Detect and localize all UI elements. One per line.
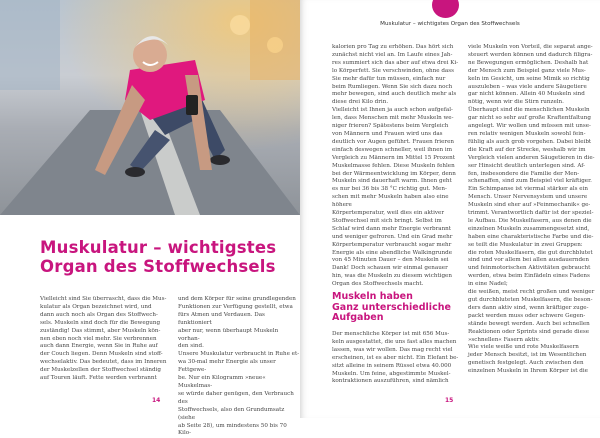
running-header: Muskulatur – wichtigstes Organ des Stoffwechsels (380, 21, 520, 27)
runner-illustration (0, 0, 300, 215)
magenta-dot-decoration (432, 0, 459, 18)
section-subheading: Muskeln haben Ganz unterschiedliche Aufgaben (332, 291, 451, 323)
chapter-heading: Muskulatur – wichtigstes Organ des Stoffwechsels (40, 238, 277, 276)
body-column-2: viele Muskeln von Vorteil, die separat ange- steuert werden können und dadurch filigra- ne Bewegungen ermöglichen. Deshalb hat der Mensch zum Beispiel ganz viele Mus- keln im Gesicht, um seine Mimik so richtig auszuleben – was viele andere Säugetiere gar nicht können. Allein 40 Muskeln sind nötig, wenn wir die Stirn runzeln. Überhaupt sind die menschlichen Muskeln gar nicht so sehr auf große Kraftentfaltung angelegt. Wir wollen und müssen mit unse- ren relativ wenigen Muskeln sowohl fein- fühlig als auch grob vorgehen. Dabei bleibt die Kraft auf der Strecke, weshalb wir im Vergleich vielen anderen Säugetieren in die- ser Hinsicht deutlich unterlegen sind. Af- fen, insbesondere die Familie der Men- schenaffen, sind zum Beispiel viel kräftiger. Ein Schimpanse ist viermal stärker als ein Mensch. Unser Nervensystem und unsere Muskeln sind eher auf »Feinmechanik« ge- trimmt. Verantwortlich dafür ist der speziel- le Aufbau. Die Muskelfasern, aus denen die einzelnen Muskeln zusammengesetzt sind, haben eine charakteristische Farbe und die- se teilt die Muskulatur in zwei Gruppen: die roten Muskelfasern, die gut durchblutet sind und vor allem bei allen ausdauernden und feinmotorischen Aktivitäten gebraucht werden, etwa beim Einfädeln eines Fadens in eine Nadel; die weißen, meist recht großen und weniger gut durchbluteten Muskelfasern, die beson- ders dann aktiv sind, wenn kräftiger zuge- packt werden muss oder schwere Gegen- stände bewegt werden. Auch bei schnellen Reaktionen oder Sprints sind gerade diese »schnellen« Fasern aktiv. Wie viele weiße und rote Muskelfasern jeder Mensch besitzt, ist im Wesentlichen genetisch festgelegt. Auch zwischen den einzelnen Muskeln in Ihrem Körper ist die (468, 44, 595, 375)
runner-photo (0, 0, 300, 215)
right-page (300, 0, 600, 418)
left-page (0, 0, 300, 437)
body-column-1-top: kalorien pro Tag zu erhöhen. Das hört sich zunächst nicht viel an. Im Laufe eines Jah- res summiert sich das aber auf etwa drei Ki- lo Körperfett. Sie verschwinden, ohne dass Sie mehr dafür tun müssen, einfach nur beim Rumliegen. Wenn Sie sich dazu noch mehr bewegen, sind auch deutlich mehr als diese drei Kilo drin. Vielleicht ist Ihnen ja auch schon aufgefal- len, dass Menschen mit mehr Muskeln we- niger frieren? Spätestens beim Vergleich von Männern und Frauen wird uns das deutlich vor Augen geführt. Frauen frieren einfach deswegen schneller, weil ihnen im Vergleich zu Männern im Mittel 15 Prozent Muskelmasse fehlen. Diese Muskeln fehlen bei der Wärmeentwicklung im Körper, denn Muskeln sind dauerhaft warm. Ihnen geht es nur bei 36 bis 38 °C richtig gut. Men- schen mit mehr Muskeln haben also eine höhere Körpertemperatur, weil dies ein aktiver Stoffwechsel mit sich bringt. Selbst im Schlaf wird dann mehr Energie verbrannt und weniger gefroren. Und ein Grad mehr Körpertemperatur verbraucht sogar mehr Energie als eine abendliche Walkingrunde von 45 Minuten Dauer – den Muskeln sei Dank! Doch schauen wir einmal genauer hin, was die Muskeln zu diesem wichtigen Organ des Stoffwechsels macht. (332, 44, 459, 288)
page-number: 15 (445, 397, 454, 404)
body-column-1: Vielleicht sind Sie überrascht, dass die Mus- kulatur als Organ bezeichnet wird, und dann auch noch als Organ des Stoffwech- sels. Muskeln sind doch für die Bewegung zuständig! Das stimmt, aber Muskeln kön- nen eben noch viel mehr. Sie verbrennen auch dann Energie, wenn Sie in Ruhe auf der Couch liegen. Denn Muskeln sind stoff- wechselaktiv. Das bedeutet, dass im Inneren der Muskelzellen der Stoffwechsel ständig auf Touren läuft. Fette werden verbrannt (40, 296, 167, 382)
body-column-2: und dem Körper für seine grundlegenden Funktionen zur Verfügung gestellt, etwa fürs Atmen und Verdauen. Das funktioniert aber nur, wenn überhaupt Muskeln vorhan- den sind. Unsere Muskulatur verbraucht in Ruhe et- wa 30-mal mehr Energie als unser Fettgewe- be. Nur ein Kilogramm »neue« Muskelmas- se würde daher genügen, den Verbrauch des Stoffwechsels, also den Grundumsatz (siehe ab Seite 28), um mindestens 50 bis 70 Kilo- (178, 296, 300, 437)
page-number: 14 (152, 397, 161, 404)
body-column-1-bottom: Der menschliche Körper ist mit 656 Mus- keln ausgestattet, die uns fast alles machen lassen, was wir wollen. Das mag recht viel erscheinen, ist es aber nicht. Ein Elefant be- sitzt alleine in seinem Rüssel etwa 40.000 Muskeln. Um feine, abgestimmte Muskel- kontraktionen auszuführen, sind nämlich (332, 331, 459, 385)
